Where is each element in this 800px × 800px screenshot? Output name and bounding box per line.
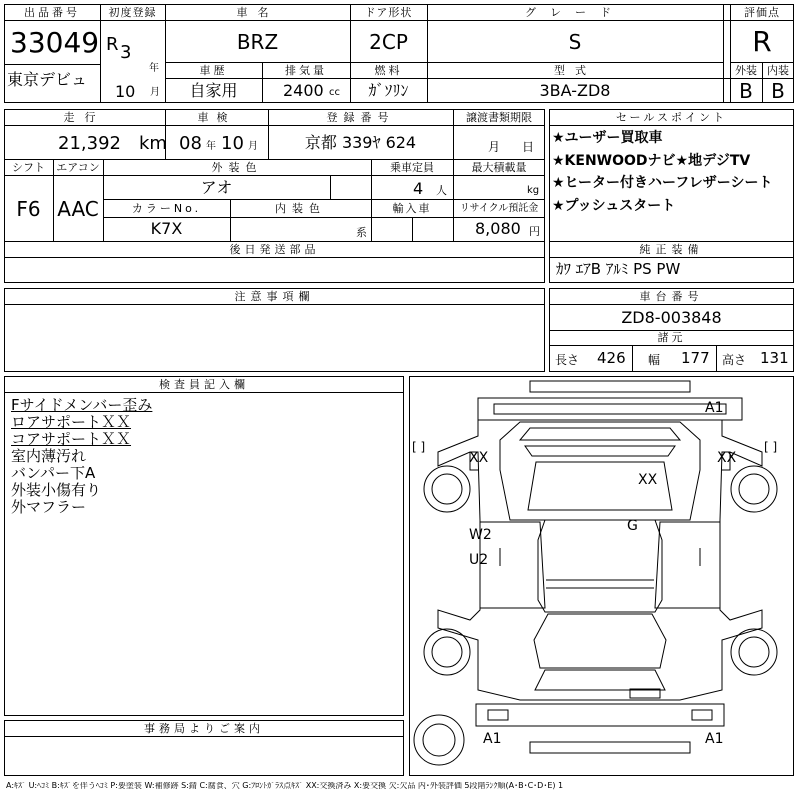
remark-line: 室内薄汚れ	[11, 447, 87, 465]
grade-label: グレード	[525, 6, 625, 19]
overall-score: R	[752, 25, 772, 58]
recycle-fee: 8,080	[475, 219, 521, 238]
remark-line: 外装小傷有り	[11, 481, 102, 499]
sales-point: ★ヒーター付きハーフレザーシート	[552, 175, 773, 191]
sales-point: ★KENWOODナビ★地デジTV	[552, 152, 751, 169]
first-reg-label: 初度登録	[108, 6, 157, 19]
wheel-front-right	[731, 466, 777, 512]
hood-panel	[500, 422, 700, 520]
car-name-label: 車名	[236, 6, 279, 19]
remark-line: バンパー下A	[11, 464, 96, 482]
ac-label: エアコン	[56, 161, 100, 174]
transfer-label: 譲渡書類期限	[466, 111, 532, 124]
color-no-label: カラーNo.	[131, 202, 202, 215]
car-name: BRZ	[236, 30, 279, 54]
first-reg-era: R	[106, 34, 119, 55]
first-reg-month-unit: 月	[150, 87, 160, 98]
mark-front-right: A1	[705, 400, 724, 416]
door-label: ドア形状	[364, 6, 413, 19]
first-reg-year: 3	[120, 42, 132, 63]
height-value: 131	[760, 349, 789, 367]
length-label: 長さ	[555, 353, 580, 367]
right-door	[655, 522, 720, 608]
inspection-year-unit: 年	[206, 141, 216, 152]
int-color-label: 内装色	[275, 202, 326, 215]
roof-panel	[538, 520, 662, 612]
exterior-score: B	[739, 79, 753, 103]
inspector-label: 検査員記入欄	[159, 378, 249, 391]
transfer-month-unit: 月	[488, 140, 501, 154]
displacement-label: 排気量	[285, 64, 327, 77]
exterior-score-label: 外装	[735, 64, 757, 77]
remark-line: 外マフラー	[11, 498, 87, 516]
inspection-month-unit: 月	[248, 141, 258, 152]
sales-points-label: セールスポイント	[615, 111, 727, 124]
fuel: ｶﾞｿﾘﾝ	[368, 81, 409, 100]
venue: 東京デビュ	[7, 70, 88, 89]
chassis-number: ZD8-003848	[621, 308, 722, 327]
mark-xx-right: XX	[717, 450, 737, 466]
lot-number: 33049	[10, 26, 100, 59]
remark-line: ロアサポートＸＸ	[11, 413, 132, 431]
later-parts-label: 後日発送部品	[229, 243, 320, 256]
width-label: 幅	[648, 353, 661, 367]
mark-xx-hood: XX	[638, 472, 658, 488]
mark-xx-left: XX	[469, 450, 489, 466]
diagram-bottom-bar	[530, 742, 690, 753]
shift-label: シフト	[12, 161, 45, 174]
ext-color-label: 外装色	[211, 161, 263, 174]
remark-line: コアサポートＸＸ	[11, 430, 132, 448]
color-no: K7X	[150, 219, 183, 238]
mileage-label: 走行	[63, 111, 106, 124]
door-type: 2CP	[369, 30, 408, 54]
mark-w2: W2	[469, 527, 492, 543]
equipment: ｶﾜ ｴｱB ｱﾙﾐ PS PW	[556, 260, 681, 278]
spare-wheel	[414, 715, 464, 765]
inspection-label: 車検	[197, 111, 236, 124]
equipment-label: 純正装備	[639, 243, 704, 256]
inspection-year: 08	[179, 133, 202, 154]
capacity-label: 乗車定員	[390, 161, 434, 174]
recycle-label: リサイクル預託金	[459, 203, 539, 214]
wheel-rear-right	[731, 629, 777, 675]
remark-line: Fサイドメンバー歪み	[11, 396, 153, 414]
score-label: 評価点	[744, 6, 780, 19]
mark-bracket-right: [ ]	[764, 440, 778, 454]
mark-bracket-left: [ ]	[412, 440, 426, 454]
inspection-month: 10	[221, 133, 244, 154]
sales-point: ★ユーザー買取車	[552, 130, 663, 146]
wheel-front-left	[424, 466, 470, 512]
interior-score-label: 内装	[767, 64, 789, 77]
rear-bumper	[476, 704, 724, 726]
mark-u2: U2	[469, 552, 489, 568]
mileage-unit: km	[139, 133, 167, 154]
fuel-label: 燃料	[374, 64, 403, 77]
model-code: 3BA-ZD8	[539, 81, 611, 100]
legend: A:ｷｽﾞ U:ﾍｺﾐ B:ｷｽﾞを伴うﾍｺﾐ P:要塗装 W:補修跡 S:錆 C:腐食、穴 G:ﾌﾛﾝﾄｶﾞﾗｽ点ｷｽﾞ XX:交換済み X:要交換 欠:欠品 内･外装評価 5段階ﾗﾝｸ順(A･B･C･D･E) 1	[6, 782, 564, 790]
model-code-label: 型式	[554, 64, 596, 77]
import-label: 輸入車	[392, 202, 432, 215]
first-reg-year-unit: 年	[149, 63, 159, 74]
lot-label: 出品番号	[24, 6, 80, 19]
width-value: 177	[681, 349, 710, 367]
recycle-unit: 円	[529, 225, 540, 238]
transfer-day-unit: 日	[522, 140, 535, 154]
max-load-label: 最大積載量	[471, 161, 527, 174]
history: 自家用	[189, 81, 238, 100]
ext-color: アオ	[200, 178, 233, 197]
displacement: 2400	[283, 81, 324, 100]
notes-label: 注意事項欄	[234, 290, 315, 303]
displacement-unit: cc	[329, 87, 340, 98]
mileage: 21,392	[58, 133, 121, 154]
diagram-top-bar	[530, 381, 690, 392]
capacity-unit: 人	[436, 184, 447, 197]
height-label: 高さ	[722, 353, 747, 367]
rear-window	[534, 614, 666, 668]
trunk-lid	[535, 670, 665, 690]
mark-rear-right: A1	[705, 731, 724, 747]
shift: F6	[16, 197, 41, 221]
registration-label: 登録番号	[326, 111, 395, 124]
history-label: 車歴	[199, 64, 228, 77]
diagram-bumper-top	[478, 398, 742, 420]
max-load-unit: kg	[527, 185, 540, 196]
registration-number: 京都 339ﾔ 624	[304, 133, 417, 152]
length-value: 426	[597, 349, 626, 367]
int-color-suffix: 系	[356, 226, 367, 239]
sales-point: ★プッシュスタート	[552, 197, 676, 214]
mark-rear-left: A1	[483, 731, 502, 747]
capacity: 4	[413, 179, 424, 198]
interior-score: B	[771, 79, 785, 103]
office-label: 事務局よりご案内	[144, 722, 264, 735]
first-reg-month: 10	[115, 82, 136, 101]
ac: AAC	[57, 197, 99, 221]
dims-label: 諸元	[657, 331, 686, 344]
mark-g: G	[627, 518, 638, 534]
chassis-label: 車台番号	[639, 290, 704, 303]
grade: S	[568, 30, 582, 54]
